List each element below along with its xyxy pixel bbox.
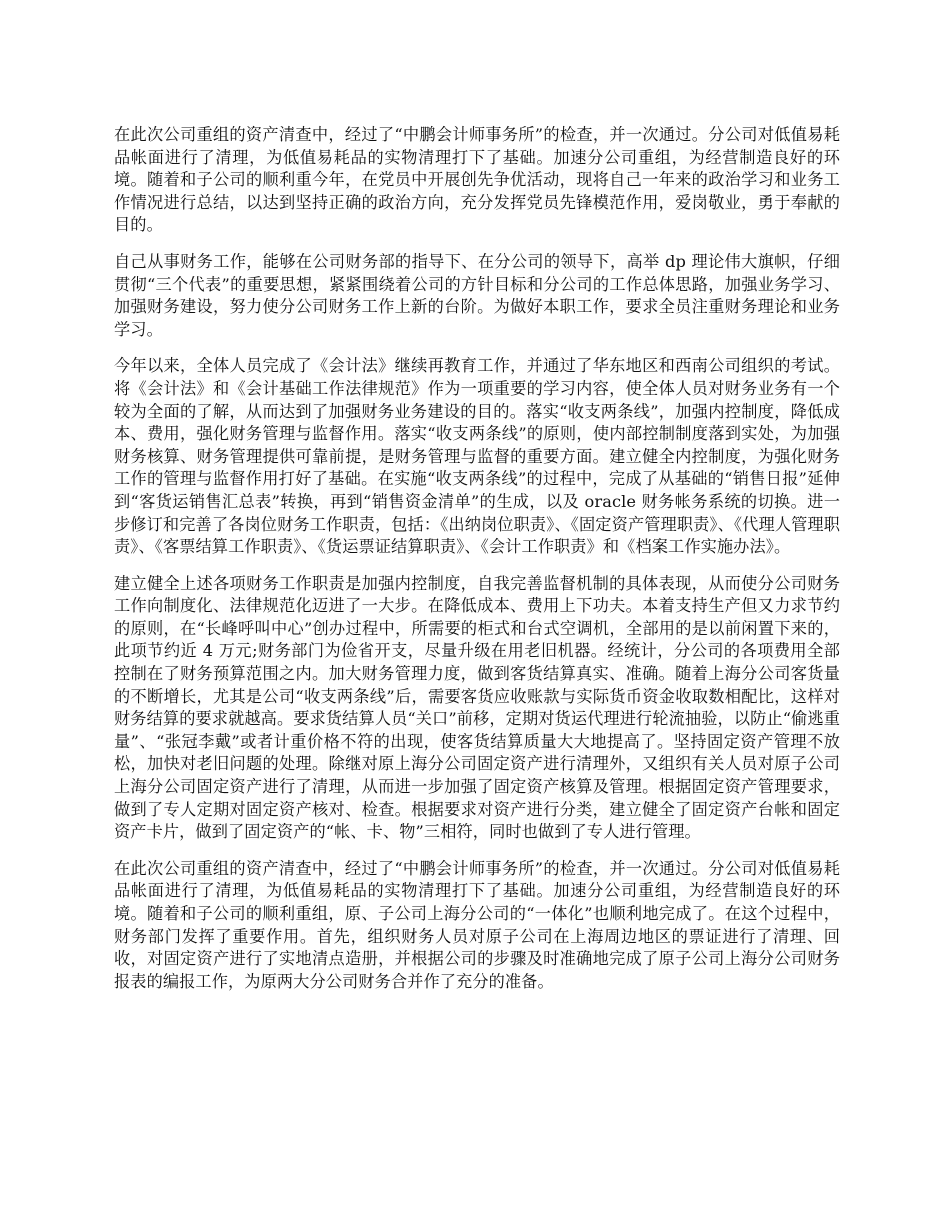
paragraph-1: 在此次公司重组的资产清查中，经过了“中鹏会计师事务所”的检查，并一次通过。分公司对低值易耗品帐面进行了清理，为低值易耗品的实物清理打下了基础。加速分公司重组，为经营制造良好的环境。随着和子公司的顺利重今年，在党员中开展创先争优活动，现将自己一年来的政治学习和业务工作情况进行总结，以达到坚持正确的政治方向，充分发挥党员先锋模范作用，爱岗敬业，勇于奉献的目的。 xyxy=(114,125,840,235)
paragraph-5: 在此次公司重组的资产清查中，经过了“中鹏会计师事务所”的检查，并一次通过。分公司对低值易耗品帐面进行了清理，为低值易耗品的实物清理打下了基础。加速分公司重组，为经营制造良好的环境。随着和子公司的顺利重组，原、子公司上海分公司的“一体化”也顺利地完成了。在这个过程中，财务部门发挥了重要作用。首先，组织财务人员对原子公司在上海周边地区的票证进行了清理、回收，对固定资产进行了实地清点造册，并根据公司的步骤及时准确地完成了原子公司上海分公司财务报表的编报工作，为原两大分公司财务合并作了充分的准备。 xyxy=(114,858,840,991)
paragraph-4: 建立健全上述各项财务工作职责是加强内控制度，自我完善监督机制的具体表现，从而使分公司财务工作向制度化、法律规范化迈进了一大步。在降低成本、费用上下功夫。本着支持生产但又力求节约的原则，在“长峰呼叫中心”创办过程中，所需要的柜式和台式空调机，全部用的是以前闲置下来的，此项节约近 4 万元;财务部门为俭省开支，尽量升级在用老旧机器。经统计，分公司的各项费用全部控制在了财务预算范围之内。加大财务管理力度，做到客货结算真实、准确。随着上海分公司客货量的不断增长，尤其是公司“收支两条线”后，需要客货应收账款与实际货币资金收取数相配比，这样对财务结算的要求就越高。要求货结算人员“关口”前移，定期对货运代理进行轮流抽验，以防止“偷逃重量”、“张冠李戴”或者计重价格不符的出现，使客货结算质量大大地提高了。坚持固定资产管理不放松，加快对老旧问题的处理。除继对原上海分公司固定资产进行清理外，又组织有关人员对原子公司上海分公司固定资产进行了清理，从而进一步加强了固定资产核算及管理。根据固定资产管理要求，做到了专人定期对固定资产核对、检查。根据要求对资产进行分类，建立健全了固定资产台帐和固定资产卡片，做到了固定资产的“帐、卡、物”三相符，同时也做到了专人进行管理。 xyxy=(114,573,840,842)
paragraph-2: 自己从事财务工作，能够在公司财务部的指导下、在分公司的领导下，高举 dp 理论伟大旗帜，仔细贯彻“三个代表”的重要思想，紧紧围绕着公司的方针目标和分公司的工作总体思路，加强业务学习、加强财务建设，努力使分公司财务工作上新的台阶。为做好本职工作，要求全员注重财务理论和业务学习。 xyxy=(114,251,840,339)
paragraph-3: 今年以来，全体人员完成了《会计法》继续再教育工作，并通过了华东地区和西南公司组织的考试。将《会计法》和《会计基础工作法律规范》作为一项重要的学习内容，使全体人员对财务业务有一个较为全面的了解，从而达到了加强财务业务建设的目的。落实“收支两条线”，加强内控制度，降低成本、费用，强化财务管理与监督作用。落实“收支两条线”的原则，使内部控制制度落到实处，为加强财务核算、财务管理提供可靠前提，是财务管理与监督的重要方面。建立健全内控制度，为强化财务工作的管理与监督作用打好了基础。在实施“收支两条线”的过程中，完成了从基础的“销售日报”延伸到“客货运销售汇总表”转换，再到“销售资金清单”的生成，以及 oracle 财务帐务系统的切换。进一步修订和完善了各岗位财务工作职责，包括：《出纳岗位职责》、《固定资产管理职责》、《代理人管理职责》、《客票结算工作职责》、《货运票证结算职责》、《会计工作职责》和《档案工作实施办法》。 xyxy=(114,356,840,557)
document-body xyxy=(114,124,840,1007)
